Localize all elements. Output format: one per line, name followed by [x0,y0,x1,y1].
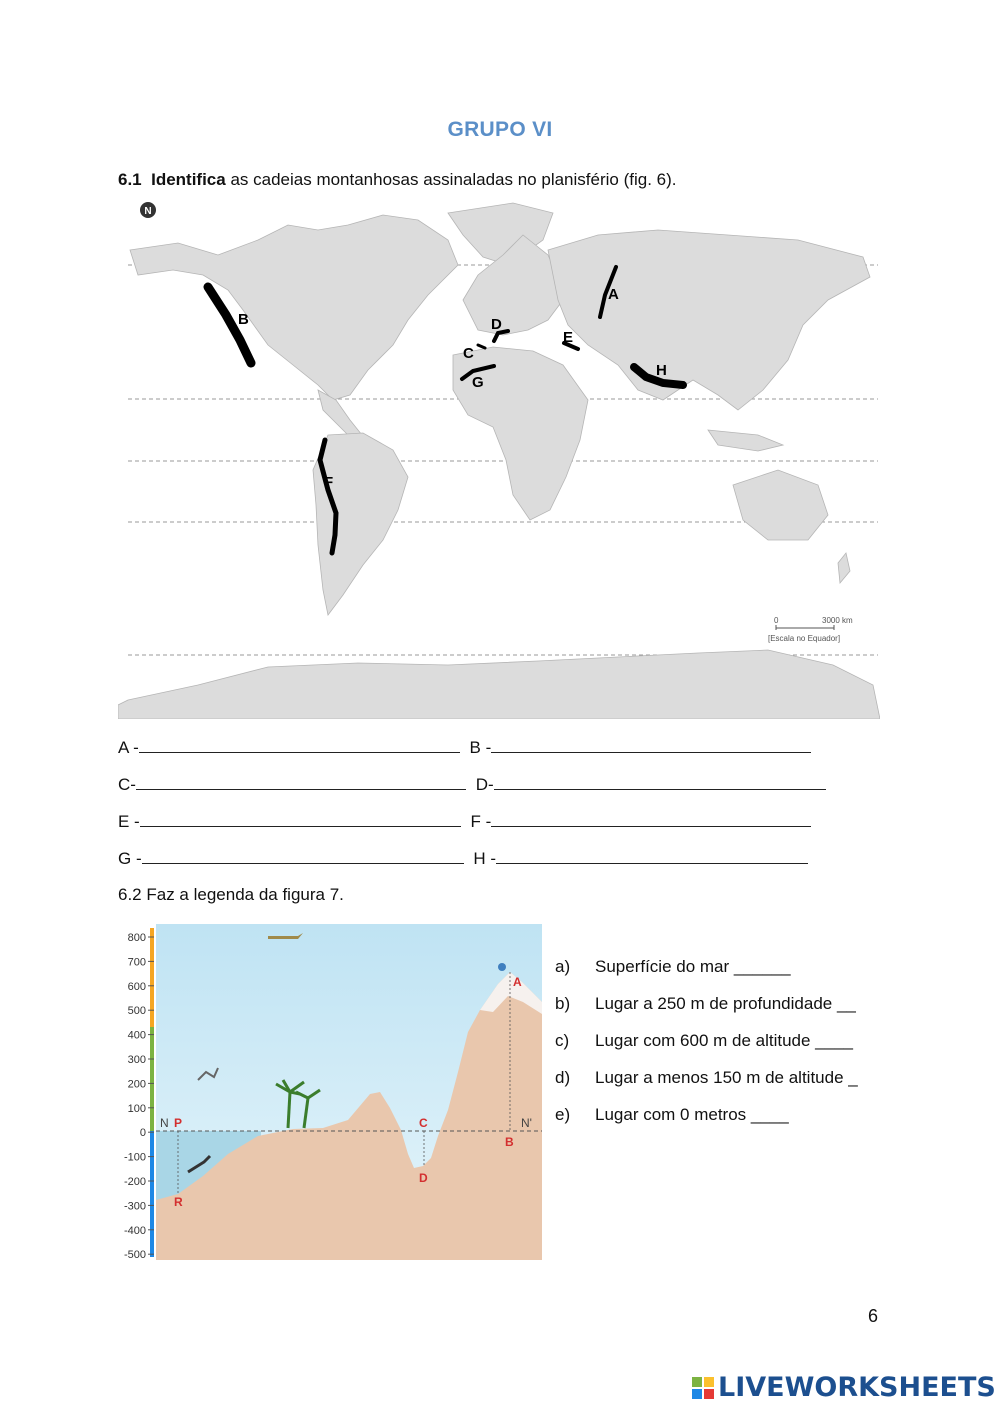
answer-row [118,849,808,869]
y-tick-label: 100 [127,1102,146,1115]
y-tick-label: 500 [127,1005,146,1018]
legend-letter: d) [555,1068,571,1087]
answer-row [118,775,826,795]
legend-text: Lugar com 600 m de altitude ____ [595,1031,854,1050]
answer-label: H - [473,849,497,868]
point-label-n-prime: N' [521,1116,532,1130]
question-6-1 [118,170,676,190]
answer-blank[interactable] [491,812,811,827]
question-6-2: 6.2 Faz a legenda da figura 7. [118,885,344,904]
answer-row [118,738,811,758]
page-title: GRUPO VI [447,118,553,141]
legend-item [555,957,858,994]
y-tick-label: -400 [123,1224,146,1237]
world-map [118,195,880,719]
relief-profile-figure [118,922,542,1262]
liveworksheets-logo [692,1372,996,1403]
legend-letter: a) [555,957,571,976]
chain-label-h: H [656,362,667,379]
chain-label-d: D [491,316,502,333]
figure-legend [555,957,858,1142]
legend-letter: b) [555,994,571,1013]
y-tick-label: 0 [139,1127,146,1140]
point-label-c: C [419,1116,428,1130]
chain-label-g: G [472,374,484,391]
y-tick-label: 700 [127,956,146,969]
point-label-a: A [513,975,522,989]
legend-letter: e) [555,1105,571,1124]
answer-label: E - [118,812,140,831]
y-tick-label: 200 [127,1078,146,1091]
answer-blank[interactable] [140,812,461,827]
question-text: as cadeias montanhosas assinaladas no planisfério (fig. 6). [225,170,677,189]
y-tick-label: 300 [127,1054,146,1066]
brand-name: LIVEWORKSHEETS [718,1372,996,1403]
y-tick-label: 600 [127,980,146,993]
answer-label: A - [118,738,139,757]
liveworksheets-icon [692,1377,714,1399]
scale-note: [Escala no Equador] [768,634,841,643]
answer-row [118,812,811,832]
y-tick-label: -500 [123,1249,146,1262]
answer-blank[interactable] [142,849,464,864]
answer-blank[interactable] [136,775,466,790]
legend-text: Lugar a menos 150 m de altitude _ [595,1068,858,1087]
legend-item [555,1105,858,1142]
point-label-r: R [174,1195,183,1209]
legend-letter: c) [555,1031,570,1050]
climber-icon [498,963,506,971]
answer-blank[interactable] [496,849,808,864]
question-number: 6.1 [118,170,142,189]
legend-text: Lugar com 0 metros ____ [595,1105,789,1124]
answer-label: G - [118,849,142,868]
y-tick-label: 800 [127,932,146,944]
y-tick-label: -100 [123,1151,146,1164]
point-label-p: P [174,1116,183,1130]
north-arrow-icon [140,202,156,218]
svg-text:N: N [144,206,152,217]
point-label-n: N [160,1116,169,1130]
chain-label-b: B [238,311,249,328]
point-label-d: D [419,1171,428,1185]
answer-label: F - [470,812,492,831]
legend-text: Lugar a 250 m de profundidade __ [595,994,856,1013]
answer-blank[interactable] [139,738,460,753]
chain-label-c: C [463,345,474,362]
question-verb: Identifica [151,170,226,189]
chain-label-f: F [324,474,334,491]
y-tick-label: 400 [127,1029,146,1042]
chain-label-e: E [563,329,574,346]
point-label-b: B [505,1135,514,1149]
legend-item [555,1031,858,1068]
page-number: 6 [868,1306,879,1326]
answer-label: B - [469,738,492,757]
scale-zero: 0 [774,616,779,625]
answer-blank[interactable] [494,775,826,790]
y-tick-label: -200 [123,1176,146,1188]
legend-item [555,994,858,1031]
y-tick-label: -300 [123,1200,146,1213]
answer-blank[interactable] [491,738,811,753]
legend-item [555,1068,858,1105]
chain-label-a: A [608,286,619,303]
answer-label: D- [475,775,494,794]
legend-text: Superfície do mar ______ [595,957,791,976]
scale-distance: 3000 km [822,616,853,625]
answer-label: C- [118,775,136,794]
